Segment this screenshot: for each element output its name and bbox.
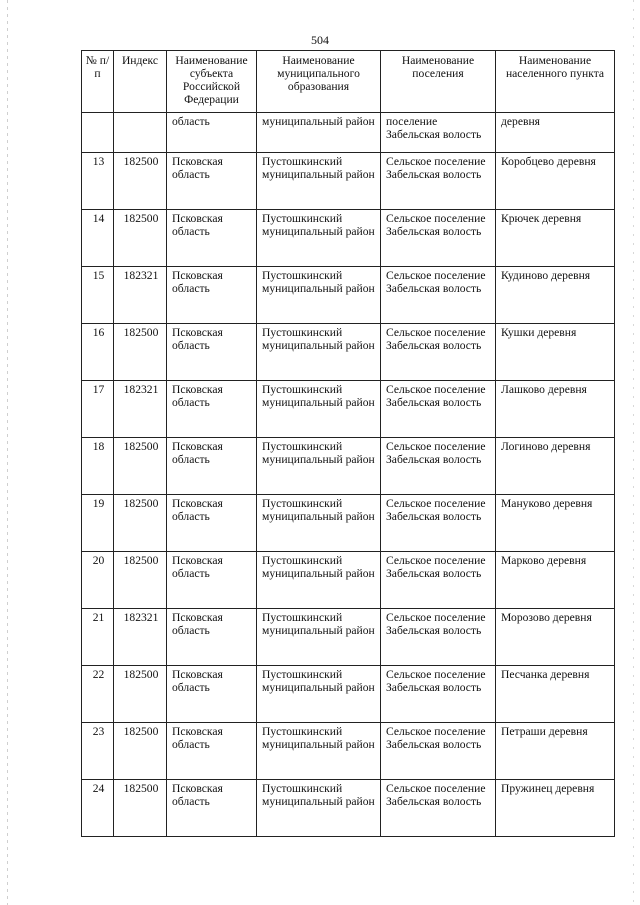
table-row: [82, 153, 615, 210]
cell-municipality: Пустошкинский муниципальный район: [257, 609, 381, 666]
cell-subject: Псковская область: [167, 552, 257, 609]
cell-subject: Псковская область: [167, 666, 257, 723]
table-row: [82, 552, 615, 609]
cell-num: 21: [82, 609, 114, 666]
page-number: 504: [311, 33, 329, 47]
table-row: [82, 495, 615, 552]
cell-locality: Пружинец деревня: [496, 780, 615, 837]
cell-municipality: Пустошкинский муниципальный район: [257, 552, 381, 609]
cell-index: 182500: [114, 210, 167, 267]
cell-municipality: Пустошкинский муниципальный район: [257, 210, 381, 267]
cell-subject: Псковская область: [167, 153, 257, 210]
cell-num: 19: [82, 495, 114, 552]
cell-subject: Псковская область: [167, 723, 257, 780]
cell-locality: Кудиново деревня: [496, 267, 615, 324]
cell-subject: область: [167, 113, 257, 153]
cell-municipality: Пустошкинский муниципальный район: [257, 153, 381, 210]
cell-num: 15: [82, 267, 114, 324]
cell-subject: Псковская область: [167, 324, 257, 381]
cell-num: 18: [82, 438, 114, 495]
table-row: [82, 438, 615, 495]
cell-locality: деревня: [496, 113, 615, 153]
cell-settlement: Сельское поселение Забельская волость: [381, 153, 496, 210]
cell-settlement: Сельское поселение Забельская волость: [381, 210, 496, 267]
cell-subject: Псковская область: [167, 210, 257, 267]
table-row: [82, 780, 615, 837]
cell-settlement: Сельское поселение Забельская волость: [381, 267, 496, 324]
cell-municipality: Пустошкинский муниципальный район: [257, 666, 381, 723]
cell-index: 182321: [114, 381, 167, 438]
cell-index: 182321: [114, 609, 167, 666]
cell-index: 182500: [114, 153, 167, 210]
cell-subject: Псковская область: [167, 438, 257, 495]
cell-locality: Кушки деревня: [496, 324, 615, 381]
scan-artifact-right: [633, 0, 634, 905]
continuation-row: [82, 113, 615, 153]
header-locality: Наименование населенного пункта: [496, 51, 615, 113]
table-body: [82, 113, 615, 837]
cell-settlement: Сельское поселение Забельская волость: [381, 324, 496, 381]
cell-num: 24: [82, 780, 114, 837]
cell-index: 182500: [114, 324, 167, 381]
cell-settlement: Сельское поселение Забельская волость: [381, 552, 496, 609]
table-row: [82, 324, 615, 381]
cell-municipality: Пустошкинский муниципальный район: [257, 324, 381, 381]
cell-subject: Псковская область: [167, 609, 257, 666]
cell-locality: Коробцево деревня: [496, 153, 615, 210]
cell-subject: Псковская область: [167, 267, 257, 324]
cell-index: 182321: [114, 267, 167, 324]
cell-num: 16: [82, 324, 114, 381]
cell-num: 14: [82, 210, 114, 267]
cell-subject: Псковская область: [167, 495, 257, 552]
cell-municipality: Пустошкинский муниципальный район: [257, 438, 381, 495]
header-municipality: Наименование муниципального образования: [257, 51, 381, 113]
cell-settlement: Сельское поселение Забельская волость: [381, 723, 496, 780]
scan-artifact-left: [7, 0, 8, 905]
cell-index: 182500: [114, 723, 167, 780]
cell-num: 22: [82, 666, 114, 723]
cell-settlement: поселение Забельская волость: [381, 113, 496, 153]
header-row: [82, 51, 615, 113]
cell-locality: Песчанка деревня: [496, 666, 615, 723]
header-index: Индекс: [114, 51, 167, 113]
cell-settlement: Сельское поселение Забельская волость: [381, 609, 496, 666]
address-table: [81, 50, 615, 837]
table-header: [82, 51, 615, 113]
cell-municipality: Пустошкинский муниципальный район: [257, 381, 381, 438]
cell-locality: Лашково деревня: [496, 381, 615, 438]
cell-municipality: муниципальный район: [257, 113, 381, 153]
cell-num: [82, 113, 114, 153]
cell-subject: Псковская область: [167, 381, 257, 438]
cell-settlement: Сельское поселение Забельская волость: [381, 438, 496, 495]
cell-locality: Логиново деревня: [496, 438, 615, 495]
cell-num: 20: [82, 552, 114, 609]
cell-index: 182500: [114, 495, 167, 552]
cell-num: 13: [82, 153, 114, 210]
table-row: [82, 210, 615, 267]
header-subject: Наименование субъекта Российской Федерации: [167, 51, 257, 113]
header-num: № п/п: [82, 51, 114, 113]
cell-index: 182500: [114, 552, 167, 609]
cell-locality: Петраши деревня: [496, 723, 615, 780]
table-row: [82, 723, 615, 780]
table-row: [82, 381, 615, 438]
table-row: [82, 666, 615, 723]
cell-settlement: Сельское поселение Забельская волость: [381, 780, 496, 837]
cell-settlement: Сельское поселение Забельская волость: [381, 381, 496, 438]
cell-num: 23: [82, 723, 114, 780]
cell-municipality: Пустошкинский муниципальный район: [257, 267, 381, 324]
table-row: [82, 609, 615, 666]
cell-locality: Мануково деревня: [496, 495, 615, 552]
cell-num: 17: [82, 381, 114, 438]
cell-subject: Псковская область: [167, 780, 257, 837]
cell-settlement: Сельское поселение Забельская волость: [381, 495, 496, 552]
cell-locality: Марково деревня: [496, 552, 615, 609]
cell-index: [114, 113, 167, 153]
cell-locality: Крючек деревня: [496, 210, 615, 267]
cell-municipality: Пустошкинский муниципальный район: [257, 723, 381, 780]
cell-index: 182500: [114, 438, 167, 495]
header-settlement: Наименование поселения: [381, 51, 496, 113]
cell-municipality: Пустошкинский муниципальный район: [257, 495, 381, 552]
cell-index: 182500: [114, 780, 167, 837]
cell-locality: Морозово деревня: [496, 609, 615, 666]
table-row: [82, 267, 615, 324]
cell-index: 182500: [114, 666, 167, 723]
cell-municipality: Пустошкинский муниципальный район: [257, 780, 381, 837]
cell-settlement: Сельское поселение Забельская волость: [381, 666, 496, 723]
